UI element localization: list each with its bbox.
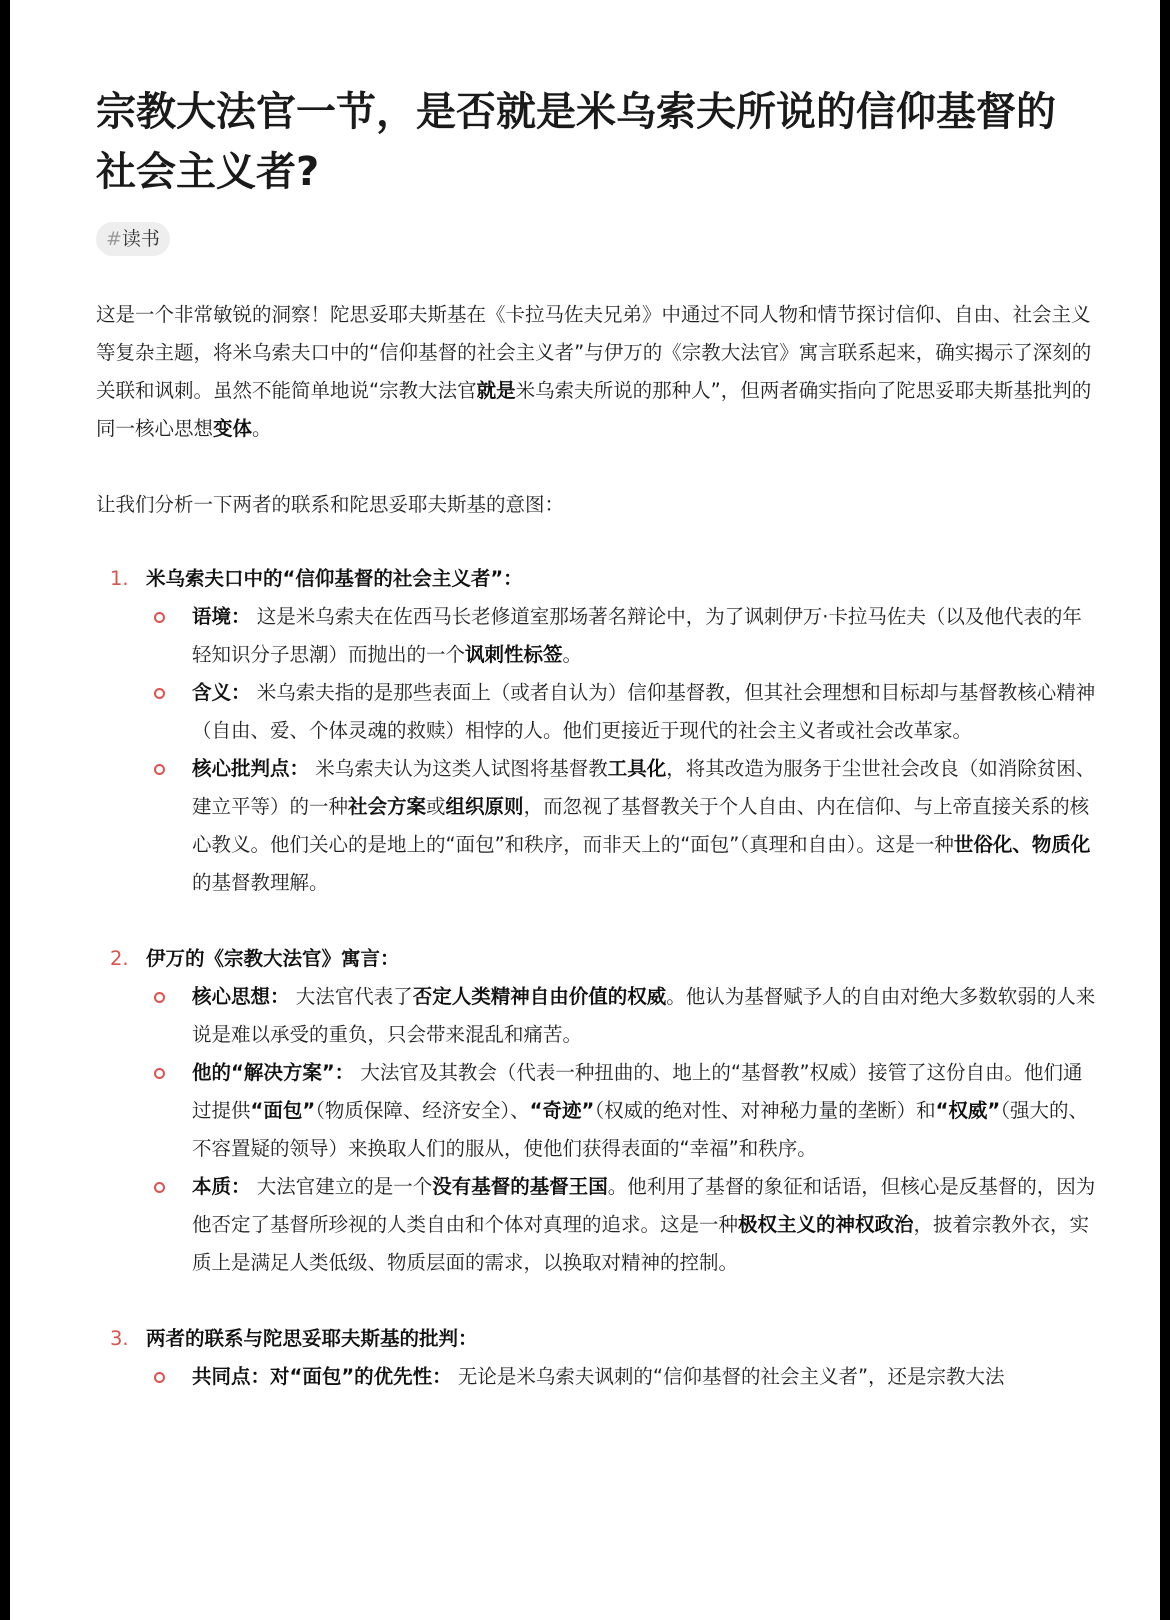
intro-paragraph xyxy=(96,296,1096,448)
bullet-list xyxy=(96,598,1096,902)
bullet-circle-icon xyxy=(154,1372,165,1383)
bullet-circle-icon xyxy=(154,1068,165,1079)
text-run: 米乌索夫所说的那种人”，但两者确实指向了陀思妥耶夫斯基批判的同一核心思想 xyxy=(96,379,1092,440)
section-heading: 伊万的《宗教大法官》寓言： xyxy=(146,947,400,970)
section-heading: 两者的联系与陀思妥耶夫斯基的批判： xyxy=(146,1327,478,1350)
bullet-circle-icon xyxy=(154,764,165,775)
text-run: 这是一个非常敏锐的洞察！陀思妥耶夫斯基在《卡拉马佐夫兄弟》中通过不同人物和情节探讨信仰、自由、社会主义等复杂主题，将米乌索夫口中的“信仰基督的社会主义者”与伊万的《宗教大法官》寓言联系起来，确实揭示了深刻的关联和讽刺。虽然不能简单地说“宗教大法官 xyxy=(96,303,1092,402)
text-run: （强大的、不容置疑的领导）来换取人们的服从，使他们获得表面的“幸福”和秩序。 xyxy=(192,1099,1088,1160)
list-item xyxy=(96,940,1096,1282)
text-run: 大法官及其教会（代表一种扭曲的、地上的“基督教”权威）接管了这份自由。他们通过提供 xyxy=(192,1061,1083,1122)
bold-text: 本质： xyxy=(192,1175,251,1198)
bold-text: “奇迹” xyxy=(529,1099,595,1122)
text-run: 米乌索夫指的是那些表面上（或者自认为）信仰基督教，但其社会理想和目标却与基督教核心精神（自由、爱、个体灵魂的救赎）相悖的人。他们更接近于现代的社会主义者或社会改革家。 xyxy=(192,681,1096,742)
bullet-circle-icon xyxy=(154,1182,165,1193)
list-item xyxy=(96,1320,1096,1396)
bullet-item xyxy=(96,1054,1096,1168)
text-run: 无论是米乌索夫讽刺的“信仰基督的社会主义者”，还是宗教大法 xyxy=(451,1365,1005,1388)
bullet-circle-icon xyxy=(154,992,165,1003)
bold-text: 核心思想： xyxy=(192,985,290,1008)
bold-text: 极权主义的神权政治 xyxy=(738,1213,914,1236)
bold-text: 讽刺性标签 xyxy=(465,643,563,666)
text-run: （权威的绝对性、对神秘力量的垄断）和 xyxy=(594,1099,936,1122)
text-run: 。 xyxy=(252,417,272,440)
bullet-item xyxy=(96,1168,1096,1282)
lead-paragraph: 让我们分析一下两者的联系和陀思妥耶夫斯基的意图： xyxy=(96,493,565,516)
text-run: 大法官建立的是一个 xyxy=(250,1175,433,1198)
bold-text: 共同点：对“面包”的优先性： xyxy=(192,1365,452,1388)
bold-text: 没有基督的基督王国 xyxy=(432,1175,608,1198)
bullet-circle-icon xyxy=(154,688,165,699)
bold-text: 含义： xyxy=(192,681,251,704)
tag-label: 读书 xyxy=(121,228,160,250)
bold-text: 就是 xyxy=(476,379,516,402)
bold-text: 社会方案 xyxy=(348,795,427,818)
article-content xyxy=(96,82,1096,1434)
text-run: （物质保障、经济安全）、 xyxy=(315,1099,530,1122)
bold-text: 工具化 xyxy=(607,757,667,780)
tag-chip[interactable] xyxy=(96,222,170,256)
text-run: 。他认为基督赋予人的自由对绝大多数软弱的人来说是难以承受的重负，只会带来混乱和痛苦。 xyxy=(192,985,1096,1046)
bullet-list xyxy=(96,1358,1096,1396)
document-page xyxy=(10,0,1160,1620)
bold-text: “权威” xyxy=(935,1099,1001,1122)
text-run: 。他利用了基督的象征和话语，但核心是反基督的，因为他否定了基督所珍视的人类自由和个体对真理的追求。这是一种 xyxy=(192,1175,1096,1236)
bullet-item xyxy=(96,750,1096,902)
list-item xyxy=(96,560,1096,902)
section-heading: 米乌索夫口中的“信仰基督的社会主义者”： xyxy=(146,567,523,590)
bold-text: “面包” xyxy=(250,1099,316,1122)
bullet-item xyxy=(96,978,1096,1054)
bold-text: 组织原则 xyxy=(445,795,524,818)
bold-text: 核心批判点： xyxy=(192,757,310,780)
bold-text: 语境： xyxy=(192,605,251,628)
text-run: 这是米乌索夫在佐西马长老修道室那场著名辩论中，为了讽刺伊万·卡拉马佐夫（以及他代表的年轻知识分子思潮）而抛出的一个 xyxy=(192,605,1082,666)
text-run: 或 xyxy=(426,795,446,818)
list-number: 1. xyxy=(110,567,129,590)
bold-text: 变体 xyxy=(213,417,253,440)
bold-text: 他的“解决方案”： xyxy=(192,1061,355,1084)
tag-hash: # xyxy=(106,228,122,250)
list-number: 2. xyxy=(110,947,129,970)
bold-text: 否定人类精神自由价值的权威 xyxy=(412,985,667,1008)
bullet-list xyxy=(96,978,1096,1282)
text-run: ，将其改造为服务于尘世社会改良（如消除贫困、建立平等）的一种 xyxy=(192,757,1096,818)
bullet-item xyxy=(96,1358,1096,1396)
list-number: 3. xyxy=(110,1327,129,1350)
text-run: 。 xyxy=(562,643,583,666)
text-run: ，而忽视了基督教关于个人自由、内在信仰、与上帝直接关系的核心教义。他们关心的是地上的“面包”和秩序，而非天上的“面包”（真理和自由）。这是一种 xyxy=(192,795,1090,856)
text-run: 的基督教理解。 xyxy=(192,871,329,894)
text-run: 米乌索夫认为这类人试图将基督教 xyxy=(309,757,608,780)
bullet-circle-icon xyxy=(154,612,165,623)
bold-text: 世俗化、物质化 xyxy=(953,833,1091,856)
numbered-list xyxy=(96,560,1096,1396)
bullet-item xyxy=(96,674,1096,750)
text-run: 大法官代表了 xyxy=(289,985,413,1008)
text-run: ，披着宗教外衣，实质上是满足人类低级、物质层面的需求，以换取对精神的控制。 xyxy=(192,1213,1090,1274)
bullet-item xyxy=(96,598,1096,674)
page-title: 宗教大法官一节，是否就是米乌索夫所说的信仰基督的社会主义者? xyxy=(96,89,1056,195)
